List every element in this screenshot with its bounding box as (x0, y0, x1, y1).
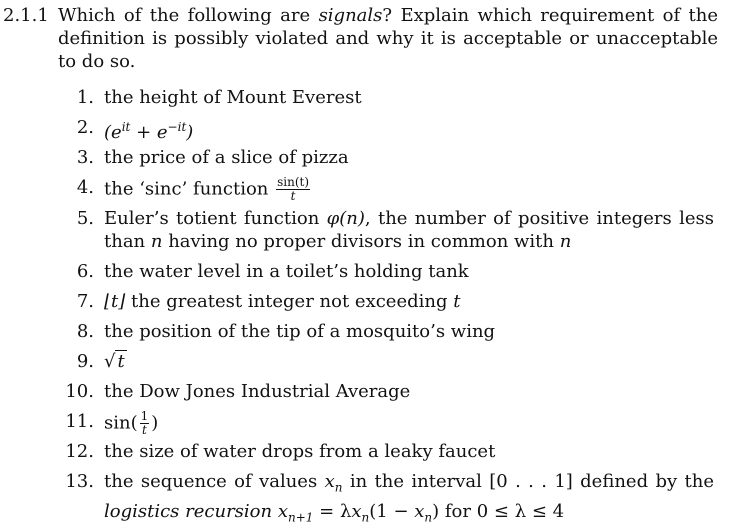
exercise-prompt: Which of the following are signals? Explain which requirement of the definition is possibly violated and why it is acceptable or unacceptable to do so. (58, 5, 718, 72)
exercise-number: 2.1.1 (3, 5, 49, 26)
